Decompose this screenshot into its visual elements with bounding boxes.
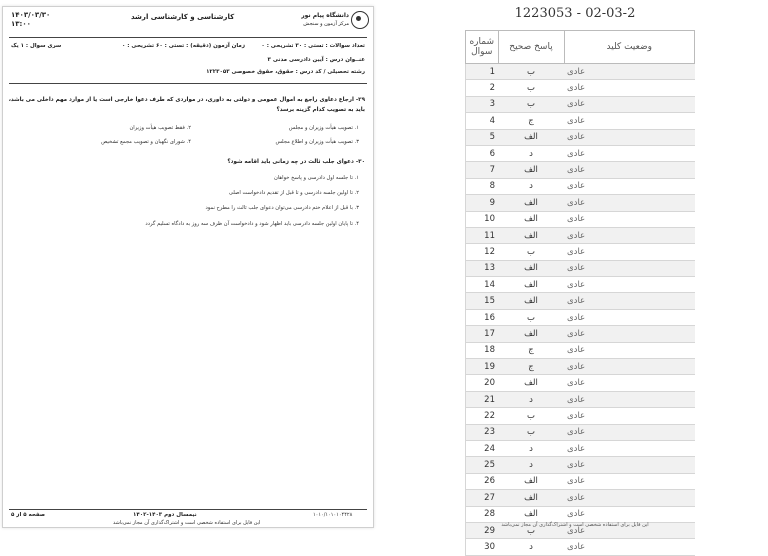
answer-key-title: 1223053 - 02-03-2 [514,6,636,21]
question-29-option-2: ۲. فقط تصویب هیأت وزیران [129,125,191,131]
key-status: عادی [564,440,695,456]
answer-key-row [466,211,695,227]
course-title: عنــوان درس : آیین دادرسی مدنی ۳ [267,57,365,63]
question-number: 17 [466,326,499,342]
answer-key-row [466,162,695,178]
answer-key-row [466,391,695,407]
correct-answer: الف [498,277,564,293]
question-number: 12 [466,244,499,260]
footer-divider [9,509,367,510]
question-number: 16 [466,309,499,325]
question-number: 8 [466,178,499,194]
answer-key-rows [466,64,695,556]
correct-answer: ب [498,309,564,325]
question-number: 7 [466,162,499,178]
correct-answer: ب [498,80,564,96]
answer-key-row [466,424,695,440]
exam-question-page [2,6,374,528]
exam-date: ۱۴۰۳/۰۳/۳۰ [11,11,51,19]
question-29-text: ۲۹- ارجاع دعاوی راجع به اموال عمومی و دولتی به داوری، در مواردی که طرف دعوا خارجی است یا از موارد مهم داخلی می باشد، [8,97,365,103]
question-number: 5 [466,129,499,145]
key-status: عادی [564,145,695,161]
key-status: عادی [564,244,695,260]
correct-answer: د [498,440,564,456]
correct-answer: ج [498,359,564,375]
answer-key-row [466,309,695,325]
key-status: عادی [564,506,695,522]
key-status: عادی [564,293,695,309]
correct-answer: ب [498,64,564,80]
question-number: 10 [466,211,499,227]
key-status: عادی [564,326,695,342]
answer-key-row [466,96,695,112]
correct-answer: الف [498,293,564,309]
exam-time-of-day: ۱۳:۰۰ [11,20,31,28]
question-number: 25 [466,457,499,473]
exam-level-title: کارشناسی و کارشناسی ارشد [131,13,235,21]
key-status: عادی [564,424,695,440]
key-status: عادی [564,64,695,80]
key-status: عادی [564,309,695,325]
question-count: تعداد سوالات : تستی : ۳۰ تشریحی : ۰ [261,43,365,49]
key-status: عادی [564,342,695,358]
question-29-option-4: ۴. شورای نگهبان و تصویب مجمع تشخیص [101,139,191,145]
correct-answer: ج [498,342,564,358]
correct-answer: د [498,539,564,555]
university-logo-icon [351,11,369,29]
key-status: عادی [564,375,695,391]
answer-key-row [466,506,695,522]
key-status: عادی [564,490,695,506]
question-number: 30 [466,539,499,555]
answer-key-row [466,457,695,473]
question-number: 9 [466,195,499,211]
question-29-option-3: ۳. تصویب هیأت وزیران و اطلاع مجلس [275,139,359,145]
answer-key-row [466,359,695,375]
answer-key-row [466,178,695,194]
question-29-option-1: ۱. تصویب هیأت وزیران و مجلس [288,125,359,131]
question-29-text-cont: باید به تصویب کدام گزینه برسد؟ [276,107,365,113]
header-question-number: شماره سوال [466,31,499,64]
key-status: عادی [564,457,695,473]
correct-answer: الف [498,506,564,522]
answer-key-row [466,293,695,309]
question-number: 4 [466,113,499,129]
correct-answer: ب [498,424,564,440]
correct-answer: الف [498,260,564,276]
logo-center-name: مرکز آزمون و سنجش [303,21,349,27]
answer-key-row [466,408,695,424]
question-number: 22 [466,408,499,424]
question-30-text: ۳۰- دعوای جلب ثالث در چه زمانی باید اقامه شود؟ [227,159,365,165]
question-30-option-1: ۱. تا جلسه اول دادرسی و پاسخ خواهان [274,175,359,181]
university-logo [295,9,369,31]
correct-answer: د [498,145,564,161]
key-status: عادی [564,211,695,227]
correct-answer: ب [498,96,564,112]
question-number: 27 [466,490,499,506]
answer-key-usage-note: این فایل برای استفاده شخصی است و اشتراک‌گذاری آن مجاز نمی‌باشد [501,522,649,528]
answer-key-row [466,440,695,456]
key-status: عادی [564,227,695,243]
question-30-option-3: ۳. با قبل از اعلام ختم دادرسی می‌توان دعوای جلب ثالث را مطرح نمود [205,205,359,211]
question-number: 18 [466,342,499,358]
answer-key-row [466,326,695,342]
logo-university-name: دانشگاه پیام نور [301,12,349,19]
question-number: 2 [466,80,499,96]
correct-answer: الف [498,129,564,145]
key-status: عادی [564,522,695,538]
correct-answer: ب [498,244,564,260]
key-status: عادی [564,113,695,129]
header-divider [9,37,367,38]
key-status: عادی [564,539,695,555]
question-number: 28 [466,506,499,522]
header-correct-answer: پاسخ صحیح [498,31,564,64]
question-30-option-2: ۲. تا اولین جلسه دادرسی و تا قبل از تقدیم دادخواست اصلی [228,190,359,196]
answer-key-row [466,244,695,260]
question-number: 26 [466,473,499,489]
question-number: 1 [466,64,499,80]
question-number: 11 [466,227,499,243]
meta-divider [9,83,367,84]
page-number: صفحه ۵ از ۵ [11,512,46,518]
answer-key-row [466,227,695,243]
key-status: عادی [564,96,695,112]
question-number: 19 [466,359,499,375]
correct-answer: الف [498,490,564,506]
key-status: عادی [564,162,695,178]
semester-label: نیمسال دوم ۱۴۰۳-۱۴۰۲ [133,512,197,518]
answer-key-row [466,342,695,358]
correct-answer: د [498,391,564,407]
correct-answer: الف [498,227,564,243]
exam-duration: زمان آزمون (دقیقه) : تستی : ۶۰ تشریحی : ۰ [122,43,245,49]
answer-key-row [466,490,695,506]
answer-key-row [466,113,695,129]
correct-answer: ج [498,113,564,129]
question-number: 29 [466,522,499,538]
key-status: عادی [564,359,695,375]
key-status: عادی [564,260,695,276]
correct-answer: الف [498,195,564,211]
answer-key-table [465,30,695,556]
question-number: 3 [466,96,499,112]
question-number: 15 [466,293,499,309]
question-number: 21 [466,391,499,407]
field-and-course-code: رشته تحصیلی / کد درس : حقوق، حقوق خصوصی ۱۲۲۳۰۵۳ [206,69,365,75]
key-status: عادی [564,473,695,489]
key-status: عادی [564,80,695,96]
answer-key-row [466,145,695,161]
answer-key-row [466,539,695,555]
question-number: 14 [466,277,499,293]
key-status: عادی [564,277,695,293]
key-status: عادی [564,178,695,194]
header-key-status: وضعیت کلید [564,31,695,64]
answer-key-row [466,64,695,80]
correct-answer: د [498,457,564,473]
answer-key-page [455,6,695,553]
key-status: عادی [564,195,695,211]
question-number: 23 [466,424,499,440]
key-status: عادی [564,391,695,407]
correct-answer: الف [498,473,564,489]
question-number: 24 [466,440,499,456]
answer-key-row [466,80,695,96]
correct-answer: د [498,178,564,194]
sheet-code: ۱۰۱۰/۱۰۱۰۱۰۴۴۲۸ [313,512,353,518]
key-status: عادی [564,129,695,145]
correct-answer: الف [498,211,564,227]
answer-key-row [466,260,695,276]
correct-answer: ب [498,522,564,538]
correct-answer: ب [498,408,564,424]
answer-key-row [466,129,695,145]
question-number: 6 [466,145,499,161]
answer-key-row [466,195,695,211]
question-number: 20 [466,375,499,391]
answer-key-row [466,375,695,391]
correct-answer: الف [498,375,564,391]
question-30-option-4: ۴. تا پایان اولین جلسه دادرسی باید اظهار شود و دادخواست آن ظرف سه روز به دادگاه تسلیم گردد [145,221,359,227]
question-number: 13 [466,260,499,276]
usage-note: این فایل برای استفاده شخصی است و اشتراک‌گذاری آن مجاز نمی‌باشد [113,520,261,526]
answer-key-row [466,473,695,489]
answer-key-row [466,277,695,293]
question-series: سری سوال : ۱ یک [11,43,62,49]
key-status: عادی [564,408,695,424]
correct-answer: الف [498,326,564,342]
correct-answer: الف [498,162,564,178]
